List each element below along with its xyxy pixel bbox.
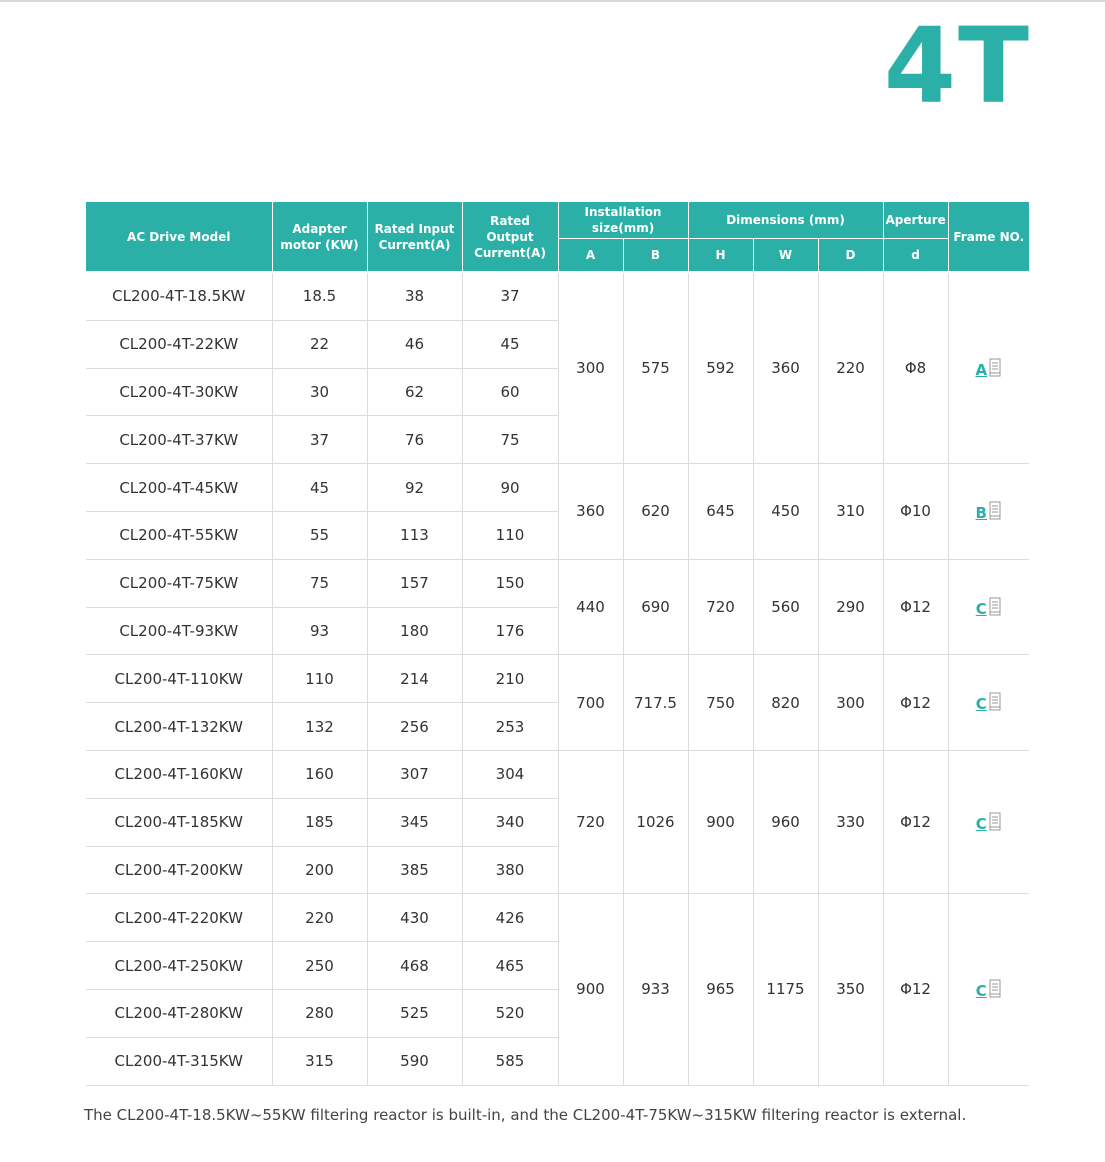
footnote: The CL200-4T-18.5KW~55KW filtering reactor is built-in, and the CL200-4T-75KW~315KW filtering reactor is external. [84, 1106, 967, 1124]
frame-badge [976, 597, 1002, 617]
input-current-cell: 157 [367, 559, 462, 607]
input-current-cell: 180 [367, 607, 462, 655]
model-cell: CL200-4T-315KW [86, 1037, 272, 1085]
dim-w-cell: 560 [753, 559, 818, 655]
table-row [86, 559, 1029, 607]
header-model: AC Drive Model [86, 202, 272, 272]
model-cell: CL200-4T-185KW [86, 798, 272, 846]
frame-cell [948, 750, 1029, 893]
dim-h-cell: 720 [688, 559, 753, 655]
model-cell: CL200-4T-132KW [86, 703, 272, 751]
input-current-cell: 92 [367, 464, 462, 512]
header-dimensions: Dimensions (mm) [688, 202, 883, 239]
dim-d-cell: 310 [818, 464, 883, 560]
output-current-cell: 210 [462, 655, 558, 703]
frame-badge [976, 692, 1002, 712]
model-cell: CL200-4T-30KW [86, 368, 272, 416]
dim-w-cell: 960 [753, 750, 818, 893]
frame-letter: C [975, 695, 987, 714]
output-current-cell: 150 [462, 559, 558, 607]
dim-w-cell: 360 [753, 272, 818, 464]
model-cell: CL200-4T-160KW [86, 750, 272, 798]
dim-w-cell: 820 [753, 655, 818, 751]
output-current-cell: 340 [462, 798, 558, 846]
frame-letter: C [975, 599, 987, 618]
model-cell: CL200-4T-280KW [86, 989, 272, 1037]
subheader-b: B [623, 239, 688, 273]
header-installation: Installation size(mm) [558, 202, 688, 239]
aperture-cell: Φ12 [883, 750, 948, 893]
dim-d-cell: 290 [818, 559, 883, 655]
dim-d-cell: 300 [818, 655, 883, 751]
input-current-cell: 38 [367, 272, 462, 320]
subheader-d-depth: D [818, 239, 883, 273]
motor-cell: 160 [272, 750, 367, 798]
frame-cell [948, 272, 1029, 464]
frame-cabinet-icon [988, 501, 1002, 521]
motor-cell: 185 [272, 798, 367, 846]
table-row [86, 750, 1029, 798]
output-current-cell: 585 [462, 1037, 558, 1085]
output-current-cell: 176 [462, 607, 558, 655]
model-cell: CL200-4T-18.5KW [86, 272, 272, 320]
table-row [86, 894, 1029, 942]
model-cell: CL200-4T-110KW [86, 655, 272, 703]
install-b-cell: 620 [623, 464, 688, 560]
output-current-cell: 110 [462, 511, 558, 559]
dim-d-cell: 350 [818, 894, 883, 1085]
page-title: 4T [883, 5, 1031, 127]
aperture-cell: Φ12 [883, 655, 948, 751]
install-b-cell: 1026 [623, 750, 688, 893]
dim-h-cell: 645 [688, 464, 753, 560]
model-cell: CL200-4T-220KW [86, 894, 272, 942]
frame-cabinet-icon [988, 812, 1002, 832]
install-b-cell: 717.5 [623, 655, 688, 751]
frame-letter: C [975, 981, 987, 1000]
model-cell: CL200-4T-37KW [86, 416, 272, 464]
table-body [86, 272, 1029, 1085]
model-cell: CL200-4T-200KW [86, 846, 272, 894]
install-b-cell: 690 [623, 559, 688, 655]
motor-cell: 93 [272, 607, 367, 655]
dim-h-cell: 592 [688, 272, 753, 464]
input-current-cell: 46 [367, 320, 462, 368]
output-current-cell: 60 [462, 368, 558, 416]
model-cell: CL200-4T-22KW [86, 320, 272, 368]
model-cell: CL200-4T-250KW [86, 942, 272, 990]
header-motor: Adapter motor (KW) [272, 202, 367, 272]
input-current-cell: 385 [367, 846, 462, 894]
frame-cell [948, 655, 1029, 751]
aperture-cell: Φ12 [883, 559, 948, 655]
header-input-current: Rated Input Current(A) [367, 202, 462, 272]
table-row [86, 464, 1029, 512]
model-cell: CL200-4T-55KW [86, 511, 272, 559]
motor-cell: 55 [272, 511, 367, 559]
motor-cell: 280 [272, 989, 367, 1037]
dim-d-cell: 330 [818, 750, 883, 893]
output-current-cell: 304 [462, 750, 558, 798]
frame-cabinet-icon [988, 358, 1002, 378]
install-a-cell: 700 [558, 655, 623, 751]
output-current-cell: 253 [462, 703, 558, 751]
dim-h-cell: 965 [688, 894, 753, 1085]
aperture-cell: Φ12 [883, 894, 948, 1085]
output-current-cell: 426 [462, 894, 558, 942]
input-current-cell: 62 [367, 368, 462, 416]
output-current-cell: 520 [462, 989, 558, 1037]
aperture-cell: Φ10 [883, 464, 948, 560]
input-current-cell: 430 [367, 894, 462, 942]
model-cell: CL200-4T-75KW [86, 559, 272, 607]
header-aperture: Aperture [883, 202, 948, 239]
output-current-cell: 90 [462, 464, 558, 512]
subheader-h: H [688, 239, 753, 273]
motor-cell: 315 [272, 1037, 367, 1085]
motor-cell: 45 [272, 464, 367, 512]
motor-cell: 200 [272, 846, 367, 894]
dim-w-cell: 450 [753, 464, 818, 560]
motor-cell: 132 [272, 703, 367, 751]
frame-letter: A [975, 360, 988, 379]
frame-letter: B [975, 503, 987, 522]
install-a-cell: 300 [558, 272, 623, 464]
install-a-cell: 360 [558, 464, 623, 560]
install-b-cell: 575 [623, 272, 688, 464]
frame-badge [975, 358, 1002, 378]
subheader-a: A [558, 239, 623, 273]
install-b-cell: 933 [623, 894, 688, 1085]
input-current-cell: 345 [367, 798, 462, 846]
frame-cell [948, 559, 1029, 655]
motor-cell: 22 [272, 320, 367, 368]
input-current-cell: 307 [367, 750, 462, 798]
frame-cell [948, 894, 1029, 1085]
frame-cell [948, 464, 1029, 560]
motor-cell: 250 [272, 942, 367, 990]
dim-h-cell: 900 [688, 750, 753, 893]
model-cell: CL200-4T-45KW [86, 464, 272, 512]
dim-w-cell: 1175 [753, 894, 818, 1085]
table-row [86, 655, 1029, 703]
header-frame: Frame NO. [948, 202, 1029, 272]
input-current-cell: 113 [367, 511, 462, 559]
input-current-cell: 468 [367, 942, 462, 990]
output-current-cell: 75 [462, 416, 558, 464]
output-current-cell: 37 [462, 272, 558, 320]
motor-cell: 30 [272, 368, 367, 416]
spec-table [86, 202, 1029, 1086]
install-a-cell: 720 [558, 750, 623, 893]
table-row [86, 272, 1029, 320]
motor-cell: 75 [272, 559, 367, 607]
frame-cabinet-icon [988, 979, 1002, 999]
subheader-d-aperture: d [883, 239, 948, 273]
output-current-cell: 380 [462, 846, 558, 894]
aperture-cell: Φ8 [883, 272, 948, 464]
output-current-cell: 465 [462, 942, 558, 990]
motor-cell: 37 [272, 416, 367, 464]
input-current-cell: 525 [367, 989, 462, 1037]
install-a-cell: 440 [558, 559, 623, 655]
dim-h-cell: 750 [688, 655, 753, 751]
header-output-current: Rated Output Current(A) [462, 202, 558, 272]
input-current-cell: 214 [367, 655, 462, 703]
model-cell: CL200-4T-93KW [86, 607, 272, 655]
input-current-cell: 76 [367, 416, 462, 464]
motor-cell: 18.5 [272, 272, 367, 320]
input-current-cell: 256 [367, 703, 462, 751]
dim-d-cell: 220 [818, 272, 883, 464]
frame-letter: C [975, 814, 987, 833]
input-current-cell: 590 [367, 1037, 462, 1085]
install-a-cell: 900 [558, 894, 623, 1085]
frame-badge [976, 812, 1002, 832]
frame-badge [976, 501, 1002, 521]
top-divider [0, 0, 1105, 2]
frame-badge [976, 979, 1002, 999]
output-current-cell: 45 [462, 320, 558, 368]
motor-cell: 220 [272, 894, 367, 942]
frame-cabinet-icon [988, 692, 1002, 712]
frame-cabinet-icon [988, 597, 1002, 617]
motor-cell: 110 [272, 655, 367, 703]
subheader-w: W [753, 239, 818, 273]
